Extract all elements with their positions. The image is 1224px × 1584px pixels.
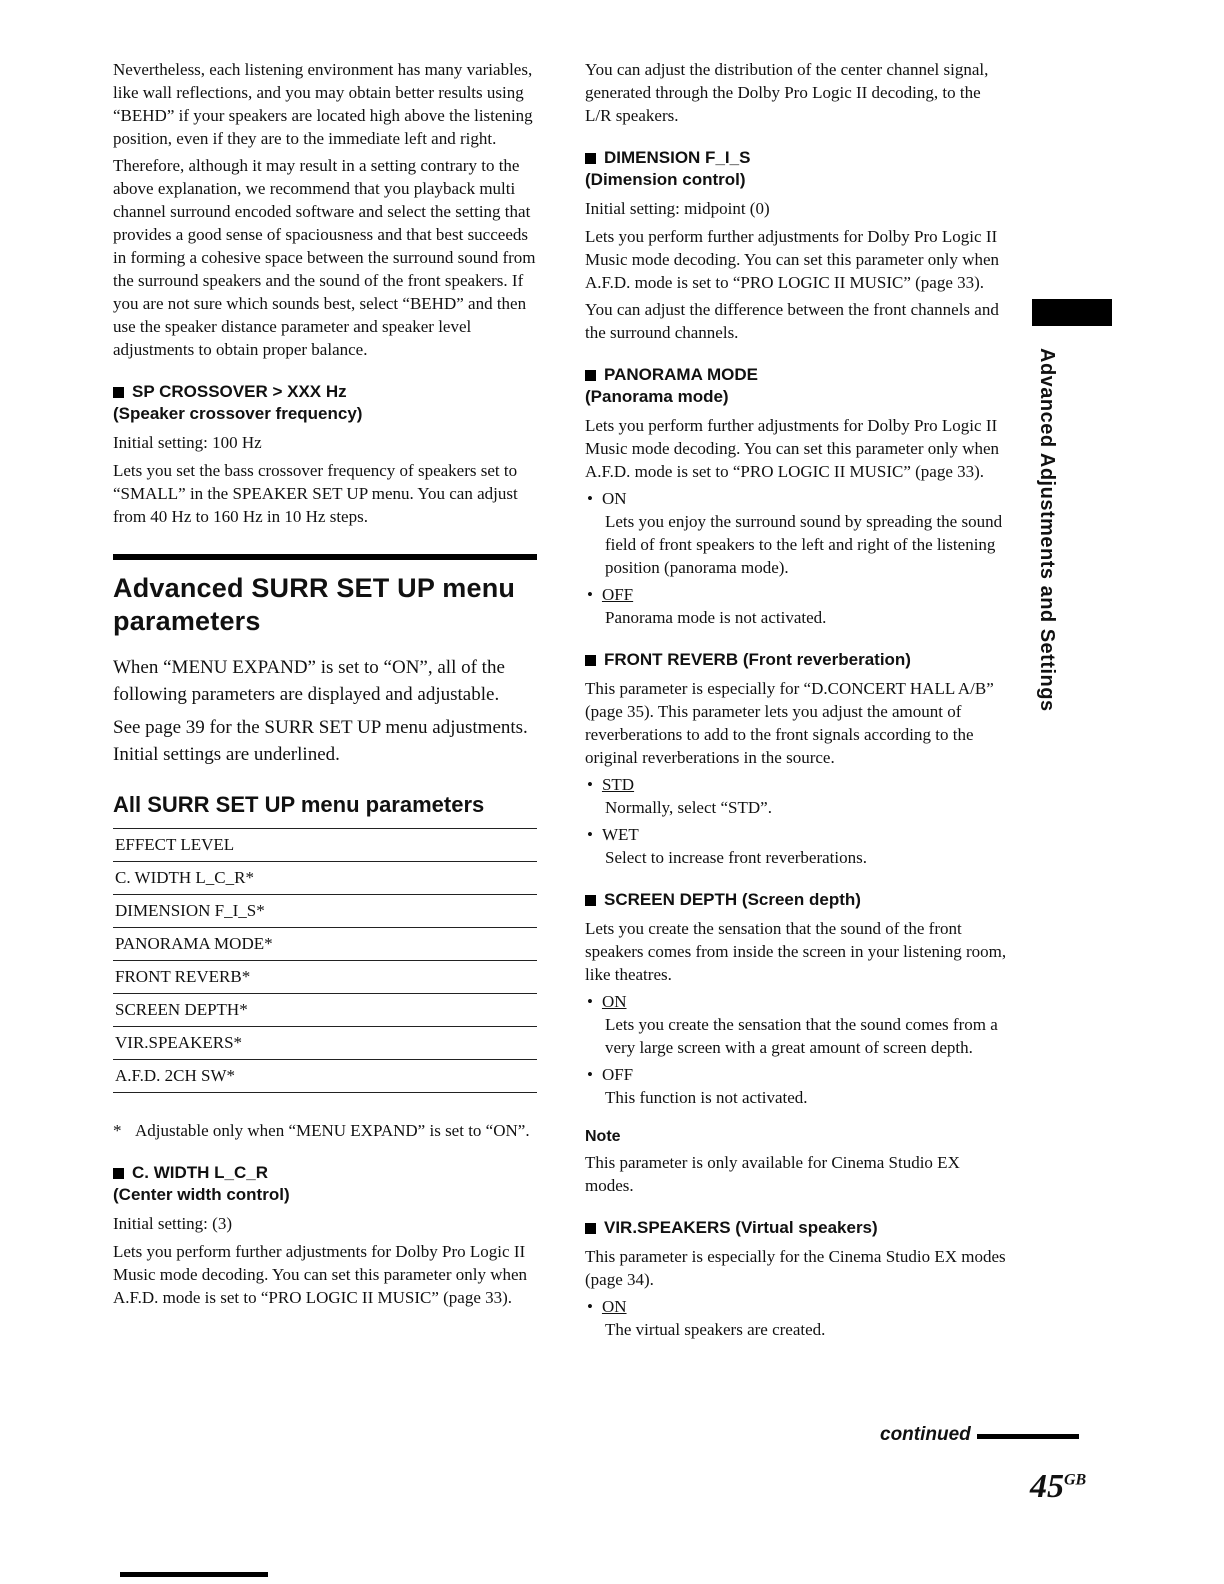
all-surr-heading: All SURR SET UP menu parameters: [113, 792, 485, 817]
chapter-tab-bar: [1032, 299, 1112, 326]
page-number: [1030, 1468, 1086, 1506]
section-subtitle: (Center width control): [113, 1185, 290, 1204]
section-marker-icon: [585, 153, 596, 164]
option-value: • OFF: [601, 585, 634, 604]
option-value: • STD: [601, 775, 635, 794]
option-value: • WET: [601, 825, 639, 844]
option-label: [585, 487, 1009, 510]
section-marker-icon: [585, 1223, 596, 1234]
section-sp-crossover: [113, 381, 537, 528]
footnote-marker: *: [113, 1121, 122, 1140]
page-number-region: GB: [1064, 1471, 1087, 1489]
note-heading: Note: [585, 1128, 621, 1145]
section-front-reverb: [585, 649, 1009, 869]
option-item: [585, 1063, 1009, 1109]
paragraph: When “MENU EXPAND” is set to “ON”, all of the following parameters are displayed and adjustable.: [113, 657, 505, 705]
section-subtitle: (Speaker crossover frequency): [113, 404, 363, 423]
continued-rule: [977, 1434, 1079, 1439]
option-value: • ON: [601, 489, 627, 508]
paragraph: Lets you perform further adjustments for Dolby Pro Logic II Music mode decoding. You can set this parameter only when A.F.D. mode is set to “PRO LOGIC II MUSIC” (page 33).: [585, 416, 1000, 481]
paragraph: See page 39 for the SURR SET UP menu adjustments. Initial settings are underlined.: [113, 717, 528, 765]
section-title: PANORAMA MODE: [604, 365, 758, 384]
option-item: [585, 823, 1009, 869]
paragraph: Nevertheless, each listening environment has many variables, like wall reflections, and you may obtain better results using “BEHD” if your speakers are located high above the listening position, even if they are to the immediate left and right.: [113, 60, 533, 148]
table-row: C. WIDTH L_C_R*: [113, 862, 537, 895]
section-heading: [585, 649, 1009, 671]
paragraph: This parameter is especially for the Cinema Studio EX modes (page 34).: [585, 1247, 1006, 1289]
option-label: [585, 583, 1009, 606]
section-screen-depth: [585, 889, 1009, 1197]
option-description: Normally, select “STD”.: [605, 798, 772, 817]
continued-indicator: [880, 1424, 1079, 1446]
table-row: PANORAMA MODE*: [113, 928, 537, 961]
table-row: FRONT REVERB*: [113, 961, 537, 994]
option-description: This function is not activated.: [605, 1088, 808, 1107]
section-marker-icon: [113, 387, 124, 398]
paragraph: Lets you create the sensation that the sound of the front speakers comes from inside the screen in your listening room, like theatres.: [585, 919, 1007, 984]
option-item: [585, 1295, 1009, 1341]
table-row: VIR.SPEAKERS*: [113, 1027, 537, 1060]
page-number-value: 45: [1030, 1468, 1064, 1505]
section-marker-icon: [585, 655, 596, 666]
option-item: [585, 990, 1009, 1059]
page-edge-mark: [120, 1572, 268, 1577]
section-vir-speakers: [585, 1217, 1009, 1341]
section-heading: [585, 364, 1009, 386]
initial-setting: Initial setting: 100 Hz: [113, 433, 262, 452]
option-value: • ON: [601, 1297, 627, 1316]
initial-setting: Initial setting: midpoint (0): [585, 199, 770, 218]
section-heading: [113, 1162, 537, 1184]
section-subtitle: (Panorama mode): [585, 387, 729, 406]
right-column: [585, 58, 1009, 1341]
section-dimension: [585, 147, 1009, 344]
chapter-title-vertical: Advanced Adjustments and Settings: [1036, 348, 1058, 712]
section-panorama: [585, 364, 1009, 629]
section-title: C. WIDTH L_C_R: [132, 1163, 268, 1182]
section-c-width: [113, 1162, 537, 1309]
advanced-surr-heading: Advanced SURR SET UP menu parameters: [113, 554, 537, 638]
section-heading: [585, 1217, 1009, 1239]
footnote-text: Adjustable only when “MENU EXPAND” is set to “ON”.: [135, 1121, 530, 1140]
option-label: [585, 1295, 1009, 1318]
section-marker-icon: [585, 370, 596, 381]
section-title: FRONT REVERB (Front reverberation): [604, 650, 911, 669]
section-title: SP CROSSOVER > XXX Hz: [132, 382, 347, 401]
table-row: DIMENSION F_I_S*: [113, 895, 537, 928]
option-description: Select to increase front reverberations.: [605, 848, 867, 867]
table-row: SCREEN DEPTH*: [113, 994, 537, 1027]
left-column: [113, 58, 537, 1313]
section-subtitle: (Dimension control): [585, 170, 746, 189]
section-marker-icon: [113, 1168, 124, 1179]
footnote: [113, 1119, 537, 1142]
option-value: • ON: [601, 992, 627, 1011]
continued-label: continued: [880, 1424, 971, 1445]
paragraph: Lets you perform further adjustments for Dolby Pro Logic II Music mode decoding. You can set this parameter only when A.F.D. mode is set to “PRO LOGIC II MUSIC” (page 33).: [113, 1242, 528, 1307]
paragraph: Therefore, although it may result in a setting contrary to the above explanation, we recommend that you playback multi channel surround encoded software and select the setting that provides a good sense of spaciousness and that best succeeds in forming a cohesive space between the surround sound from the surround speakers and the sound of the front speakers. If you are not sure which sounds best, select “BEHD” and then use the speaker distance parameter and speaker level adjustments to obtain proper balance.: [113, 156, 536, 359]
option-description: Lets you enjoy the surround sound by spreading the sound field of front speakers to the left and right of the listening position (panorama mode).: [605, 512, 1003, 577]
table-row: EFFECT LEVEL: [113, 829, 537, 862]
option-item: [585, 773, 1009, 819]
section-title: SCREEN DEPTH (Screen depth): [604, 890, 861, 909]
section-heading: [113, 381, 537, 403]
option-label: [585, 823, 1009, 846]
option-label: [585, 990, 1009, 1013]
option-label: [585, 773, 1009, 796]
section-title: VIR.SPEAKERS (Virtual speakers): [604, 1218, 878, 1237]
option-item: [585, 583, 1009, 629]
option-value: • OFF: [601, 1065, 634, 1084]
option-description: Panorama mode is not activated.: [605, 608, 827, 627]
parameter-table: [113, 828, 537, 1093]
section-heading: [585, 889, 1009, 911]
paragraph: You can adjust the difference between the front channels and the surround channels.: [585, 300, 999, 342]
option-label: [585, 1063, 1009, 1086]
paragraph: Lets you set the bass crossover frequency of speakers set to “SMALL” in the SPEAKER SET UP menu. You can adjust from 40 Hz to 160 Hz in 10 Hz steps.: [113, 461, 518, 526]
option-item: [585, 487, 1009, 579]
option-description: The virtual speakers are created.: [605, 1320, 826, 1339]
section-heading: [585, 147, 1009, 169]
note-body: This parameter is only available for Cinema Studio EX modes.: [585, 1153, 960, 1195]
section-title: DIMENSION F_I_S: [604, 148, 751, 167]
paragraph: You can adjust the distribution of the center channel signal, generated through the Dolby Pro Logic II decoding, to the L/R speakers.: [585, 60, 989, 125]
paragraph: This parameter is especially for “D.CONCERT HALL A/B” (page 35). This parameter lets you adjust the amount of reverberations to add to the front signals according to the original reverberations in the source.: [585, 679, 994, 767]
option-description: Lets you create the sensation that the sound comes from a very large screen with a great amount of screen depth.: [605, 1015, 998, 1057]
section-marker-icon: [585, 895, 596, 906]
initial-setting: Initial setting: (3): [113, 1214, 232, 1233]
paragraph: Lets you perform further adjustments for Dolby Pro Logic II Music mode decoding. You can set this parameter only when A.F.D. mode is set to “PRO LOGIC II MUSIC” (page 33).: [585, 227, 1000, 292]
table-row: A.F.D. 2CH SW*: [113, 1060, 537, 1093]
